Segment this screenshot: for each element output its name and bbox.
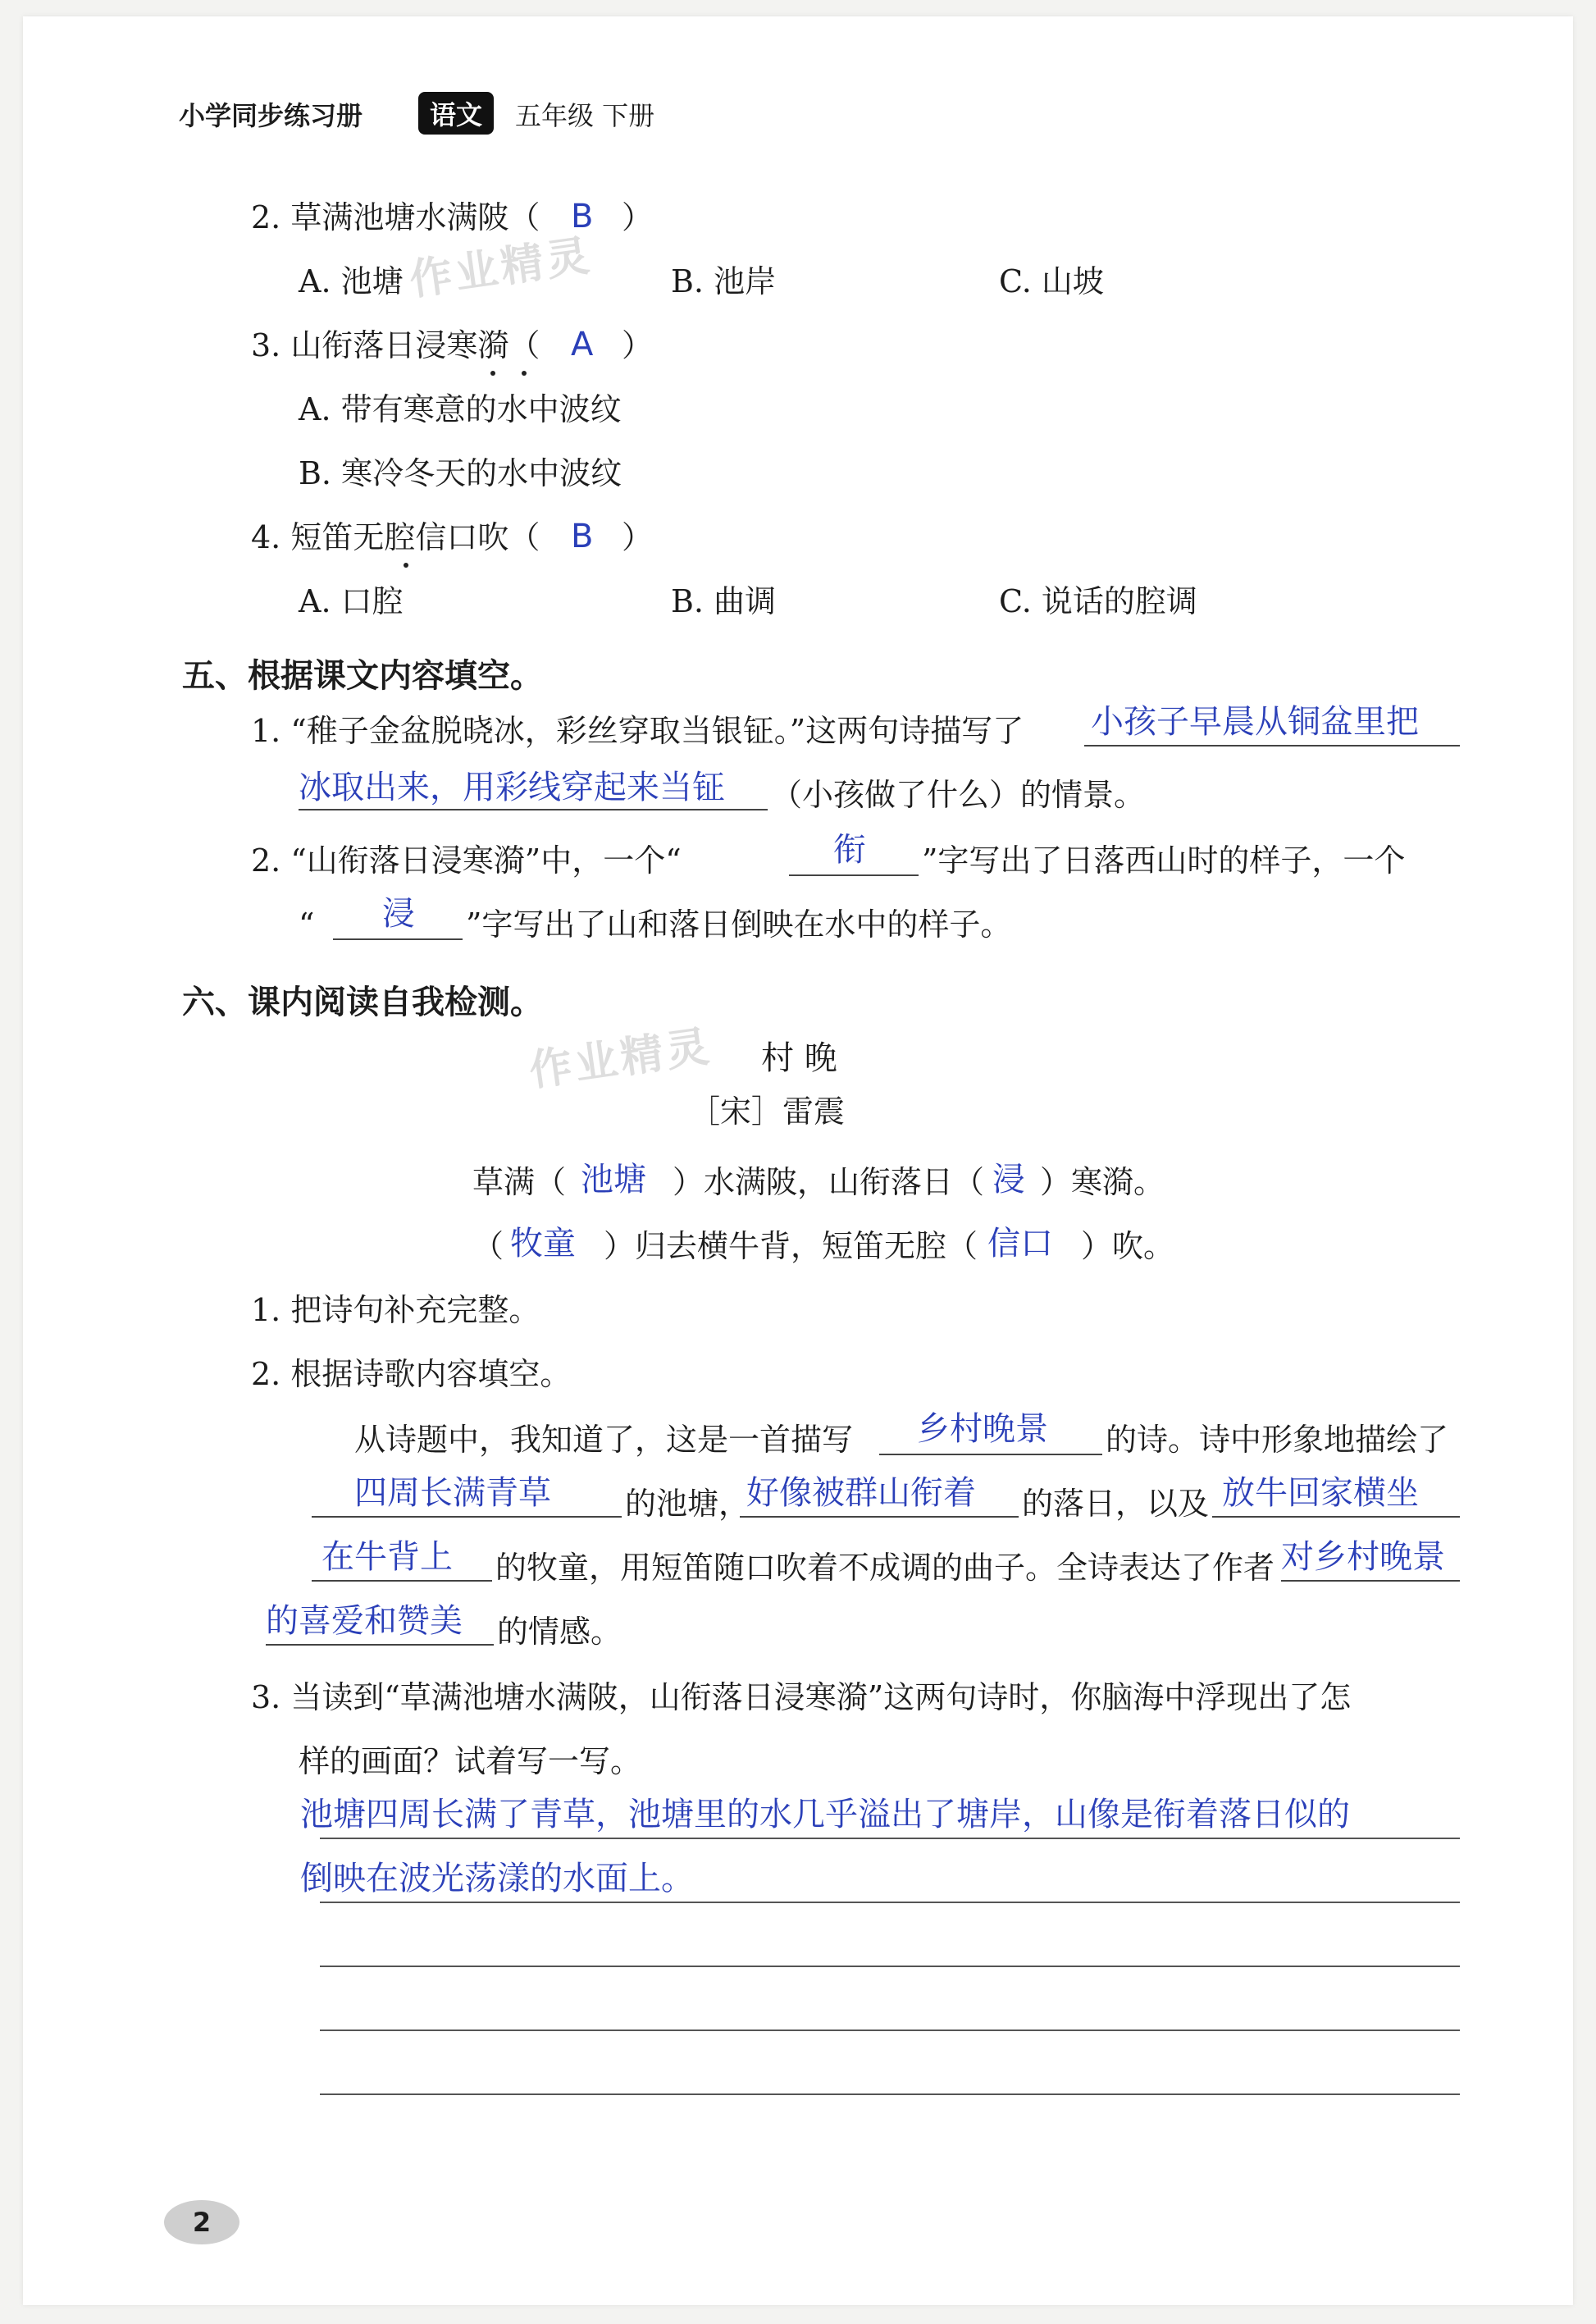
section5-title: 五、根据课文内容填空。 xyxy=(182,657,543,695)
answer-blank xyxy=(1212,1516,1460,1518)
answer-blank xyxy=(1281,1580,1460,1582)
page-number: 2 xyxy=(164,2200,239,2244)
poem-line2-e: ）吹。 xyxy=(1081,1228,1175,1264)
q2-stem: 2. 草满池塘水满陂（ xyxy=(251,199,540,235)
s6-q2-s6: 的情感。 xyxy=(497,1614,622,1650)
subject-badge: 语文 xyxy=(418,92,494,135)
answer-blank xyxy=(1084,745,1460,747)
poem-line2-answer2: 信口 xyxy=(987,1225,1053,1262)
poem-line2-answer1: 牧童 xyxy=(510,1225,576,1262)
q3-close: ） xyxy=(622,327,654,363)
poem-line2-a: （ xyxy=(472,1228,504,1264)
workbook-page xyxy=(23,16,1573,2305)
s5-item1-suffix: （小孩做了什么）的情景。 xyxy=(771,777,1146,813)
q2-option-b: B. 池岸 xyxy=(671,263,777,299)
q2-close: ） xyxy=(622,199,654,235)
q2-answer: B xyxy=(571,198,594,235)
s5-item2-answer1: 衔 xyxy=(833,831,866,869)
s5-item1-answer-a: 小孩子早晨从铜盆里把 xyxy=(1091,703,1419,741)
watermark-logo: 作业精灵 xyxy=(526,1021,715,1097)
s6-q2-s2: 的诗。诗中形象地描绘了 xyxy=(1106,1422,1449,1458)
q3-option-b: B. 寒冷冬天的水中波纹 xyxy=(299,455,622,491)
q3-stem: 3. 山衔落日浸寒漪（ xyxy=(251,327,540,363)
s6-q2-answer1: 乡村晚景 xyxy=(917,1410,1048,1448)
s6-q2-s5: 的牧童，用短笛随口吹着不成调的曲子。全诗表达了作者 xyxy=(495,1550,1275,1586)
s5-item1-answer-b: 冰取出来，用彩线穿起来当钲 xyxy=(299,769,725,806)
s6-q2-answer5: 在牛背上 xyxy=(321,1538,453,1576)
q4-answer: B xyxy=(571,518,594,555)
answer-blank xyxy=(333,938,463,940)
answer-blank xyxy=(879,1454,1102,1455)
q4-close: ） xyxy=(622,519,654,555)
s6-q2-answer4: 放牛回家横坐 xyxy=(1222,1474,1419,1512)
answer-blank xyxy=(312,1580,492,1582)
q2-option-c: C. 山坡 xyxy=(999,263,1104,299)
answer-blank xyxy=(789,874,919,876)
answer-blank xyxy=(299,809,768,810)
answer-blank xyxy=(266,1644,494,1646)
s6-q3-answer-line1: 池塘四周长满了青草，池塘里的水几乎溢出了塘岸，山像是衔着落日似的 xyxy=(300,1796,1350,1833)
answer-rule xyxy=(320,1966,1460,1967)
poem-line2-c: ）归去横牛背，短笛无腔（ xyxy=(604,1228,978,1264)
s5-item2-p3: “ xyxy=(299,906,315,943)
emphasis-dot xyxy=(522,371,527,376)
poem-line1-answer1: 池塘 xyxy=(581,1161,646,1199)
poem-line1-a: 草满（ xyxy=(472,1164,567,1200)
s6-q2-answer2: 四周长满青草 xyxy=(354,1474,551,1512)
q4-option-b: B. 曲调 xyxy=(671,583,777,619)
s6-q2-answer7: 的喜爱和赞美 xyxy=(266,1602,463,1640)
answer-blank xyxy=(312,1516,622,1518)
s5-item2-answer2: 浸 xyxy=(382,895,415,933)
s6-q2-s4: 的落日，以及 xyxy=(1022,1486,1210,1522)
answer-rule xyxy=(320,2093,1460,2095)
watermark-logo: 作业精灵 xyxy=(406,231,595,306)
answer-rule xyxy=(320,1902,1460,1903)
s6-q2-label: 2. 根据诗歌内容填空。 xyxy=(251,1356,572,1392)
q3-answer: A xyxy=(571,326,594,363)
q3-option-a: A. 带有寒意的水中波纹 xyxy=(299,391,622,427)
q2-option-a: A. 池塘 xyxy=(299,263,404,299)
section6-title: 六、课内阅读自我检测。 xyxy=(182,984,543,1021)
answer-blank xyxy=(740,1516,1019,1518)
grade-label: 五年级 下册 xyxy=(515,100,655,131)
s6-q2-answer3: 好像被群山衔着 xyxy=(746,1474,976,1512)
s6-q2-answer6: 对乡村晚景 xyxy=(1281,1538,1445,1576)
s5-item1-prefix: 1. “稚子金盆脱晓冰，彩丝穿取当银钲。”这两句诗描写了 xyxy=(251,713,1024,749)
book-title: 小学同步练习册 xyxy=(179,100,363,131)
q4-option-c: C. 说话的腔调 xyxy=(999,583,1197,619)
s6-q1: 1. 把诗句补充完整。 xyxy=(251,1292,540,1328)
poem-title: 村 晚 xyxy=(761,1039,837,1077)
s6-q3-answer-line2: 倒映在波光荡漾的水面上。 xyxy=(300,1860,694,1897)
emphasis-dot xyxy=(404,563,408,568)
s6-q3-line1: 3. 当读到“草满池塘水满陂，山衔落日浸寒漪”这两句诗时，你脑海中浮现出了怎 xyxy=(251,1679,1352,1715)
poem-line1-c: ）水满陂，山衔落日（ xyxy=(673,1164,985,1200)
q4-option-a: A. 口腔 xyxy=(299,583,404,619)
s5-item2-p1: 2. “山衔落日浸寒漪”中，一个“ xyxy=(251,842,682,879)
s6-q3-line2: 样的画面？试着写一写。 xyxy=(299,1743,642,1779)
s6-q2-s3: 的池塘， xyxy=(625,1486,750,1522)
s6-q2-s1: 从诗题中，我知道了，这是一首描写 xyxy=(354,1422,854,1458)
poem-line1-answer2: 浸 xyxy=(992,1161,1025,1199)
s5-item2-p2: ”字写出了日落西山时的样子，一个 xyxy=(922,842,1406,879)
answer-rule xyxy=(320,1838,1460,1839)
q4-stem: 4. 短笛无腔信口吹（ xyxy=(251,519,540,555)
answer-rule xyxy=(320,2030,1460,2031)
poem-author: ［宋］雷震 xyxy=(689,1094,846,1130)
s5-item2-p4: ”字写出了山和落日倒映在水中的样子。 xyxy=(466,906,1012,943)
poem-line1-e: ）寒漪。 xyxy=(1040,1164,1165,1200)
emphasis-dot xyxy=(490,371,495,376)
